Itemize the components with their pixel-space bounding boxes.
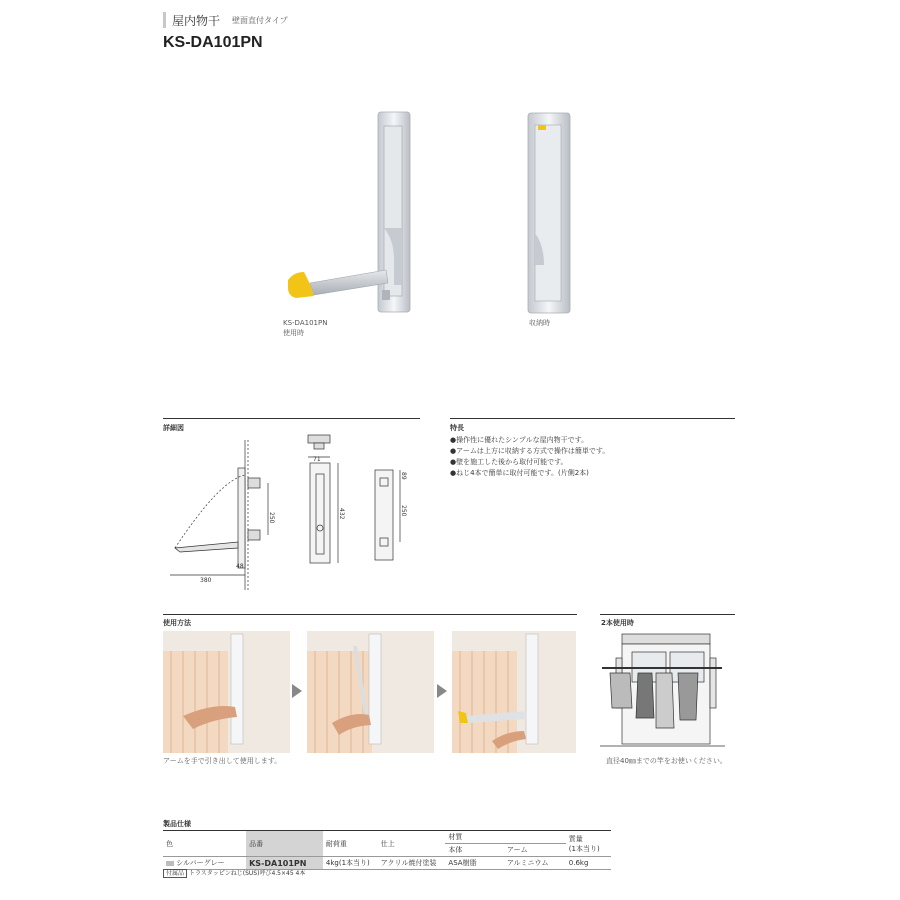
- usage-photo-1: [163, 631, 290, 753]
- spec-header-model: 品番: [246, 831, 323, 857]
- model-number: KS-DA101PN: [163, 34, 263, 51]
- accessory-text: トラスタッピンねじ(SUS)呼び4.5×45 4本: [188, 870, 306, 877]
- usage-caption: アームを手で引き出して使用します。: [163, 757, 282, 765]
- spec-header-weight: 質量: [568, 834, 583, 843]
- detail-section-title: 詳細図: [163, 424, 184, 432]
- stored-caption: 収納時: [529, 319, 550, 327]
- spec-finish-value: アクリル焼付塗装: [378, 857, 446, 870]
- page-subtitle: 壁面直付タイプ: [232, 16, 288, 25]
- detail-section-rule: [163, 418, 420, 419]
- dim-250-back: 250: [400, 505, 407, 517]
- spec-header-finish: 仕上: [378, 831, 446, 857]
- spec-body-value: ASA樹脂: [445, 857, 503, 870]
- spec-header-weight-note: (1本当り): [568, 844, 600, 853]
- usage-photo-2: [307, 631, 434, 753]
- dim-89: 89: [400, 472, 407, 480]
- product-stored-image: [520, 105, 580, 315]
- detail-drawing: [160, 430, 425, 600]
- step-arrow-1-icon: [292, 684, 302, 698]
- spec-header-arm: アーム: [504, 844, 566, 857]
- usage-title: 使用方法: [163, 619, 191, 627]
- feature-item-4: ●ねじ4本で簡単に取付可能です。(片側2本): [450, 469, 589, 477]
- step-arrow-2-icon: [437, 684, 447, 698]
- usage-section-rule: [163, 614, 577, 615]
- features-section-rule: [450, 418, 735, 419]
- two-units-caption: 直径40㎜までの竿をお使いください。: [606, 757, 727, 765]
- spec-header-body: 本体: [445, 844, 503, 857]
- two-units-section-rule: [600, 614, 735, 615]
- spec-load-value: 4kg(1本当り): [323, 857, 378, 870]
- dim-48: 48: [236, 563, 244, 570]
- header-accent-bar: [163, 12, 166, 28]
- features-list: [450, 435, 609, 479]
- in-use-caption-state: 使用時: [283, 329, 304, 337]
- spec-color-value: シルバーグレー: [176, 859, 225, 867]
- dim-380: 380: [200, 577, 212, 584]
- accessory-label: 付属品: [163, 869, 187, 878]
- spec-title: 製品仕様: [163, 820, 191, 828]
- dim-432: 432: [338, 508, 345, 520]
- spec-model-value: KS-DA101PN: [246, 857, 323, 870]
- dim-71: 71: [313, 456, 321, 463]
- usage-photo-3: [452, 631, 576, 753]
- accessory-line: [163, 868, 305, 877]
- product-in-use-image: [270, 100, 430, 320]
- spec-header-color: 色: [163, 831, 246, 857]
- spec-arm-value: アルミニウム: [504, 857, 566, 870]
- page-title: 屋内物干: [172, 14, 221, 28]
- feature-item-3: ●壁を施工した後から取付可能です。: [450, 458, 568, 466]
- spec-header-load: 耐荷重: [323, 831, 378, 857]
- feature-item-1: ●操作性に優れたシンプルな屋内物干です。: [450, 436, 589, 444]
- color-swatch: [166, 861, 174, 866]
- spec-header-material: 材質: [445, 831, 565, 844]
- two-units-illustration: [600, 628, 725, 753]
- spec-weight-value: 0.6kg: [566, 857, 611, 870]
- feature-item-2: ●アームは上方に収納する方式で操作は簡単です。: [450, 447, 610, 455]
- spec-header-weight-cell: [566, 831, 611, 857]
- two-units-title: 2本使用時: [601, 619, 634, 627]
- features-title: 特長: [450, 424, 464, 432]
- in-use-caption-model: KS-DA101PN: [283, 319, 328, 327]
- dim-250-side: 250: [268, 512, 275, 524]
- spec-table: [163, 830, 611, 870]
